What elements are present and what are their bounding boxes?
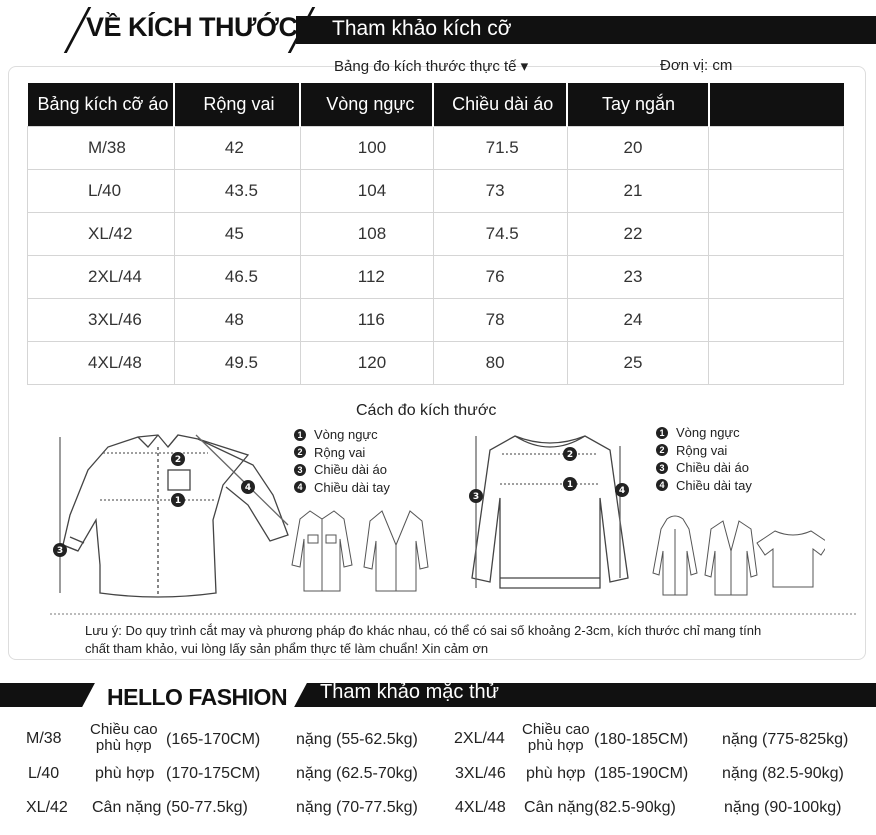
table-row [28,298,844,341]
note-text: Lưu ý: Do quy trình cắt may và phương pháp đo khác nhau, có thể có sai số khoảng 2-3cm, kích thước chỉ mang tính chất tham khảo, vui lòng lấy sản phẩm thực tế làm chuẩn! Xin cảm ơn [85,623,762,656]
legend-item: 4 Chiều dài tay [294,479,390,497]
table-row [28,212,844,255]
wear-size: 4XL/48 [455,799,506,816]
table-cell: 108 [300,212,433,255]
size-table-header [28,83,844,126]
header-cell [709,83,844,126]
header-cell: Vòng ngực [300,83,433,126]
wear-weight: nặng (90-100kg) [724,799,842,816]
table-cell: 23 [567,255,709,298]
header-cell: Bảng kích cỡ áo [28,83,175,126]
number-icon: 3 [294,464,306,476]
wear-size: XL/42 [26,799,68,816]
marker-4: 4 [618,486,626,496]
table-cell: 45 [174,212,300,255]
wear-label: Cân nặng [524,799,594,816]
table-cell: 43.5 [174,169,300,212]
table-cell: 104 [300,169,433,212]
top-banner [0,10,876,50]
table-cell: 3XL/46 [28,298,175,341]
legend-item: 2 Rộng vai [656,442,752,460]
wear-label: phù hợp [95,765,155,782]
measure-title: Cách đo kích thước [356,402,497,419]
number-icon: 3 [656,462,668,474]
marker-2: 2 [174,455,182,465]
number-icon: 2 [656,444,668,456]
divider [50,613,856,615]
table-cell: 22 [567,212,709,255]
sweater-measure-diagram [460,428,640,598]
table-cell: 25 [567,341,709,384]
table-cell: 71.5 [433,126,567,169]
shirt-measure-diagram [48,425,298,605]
legend-item: 1 Vòng ngực [294,426,390,444]
table-row [28,255,844,298]
wear-size: 3XL/46 [455,765,506,782]
wear-height: (170-175CM) [166,765,261,782]
wear-size: 2XL/44 [454,730,505,747]
page-subtitle: Tham khảo kích cỡ [332,17,512,40]
table-cell: 46.5 [174,255,300,298]
legend-item: 1 Vòng ngực [656,424,752,442]
jacket-sketches [290,505,430,597]
number-icon: 1 [656,427,668,439]
table-row [28,126,844,169]
wear-size: M/38 [26,730,62,747]
table-cell [709,212,844,255]
table-cell: 2XL/44 [28,255,175,298]
table-cell: 100 [300,126,433,169]
table-caption: Bảng đo kích thước thực tế ▾ [334,58,529,75]
measure-legend-left [294,426,390,496]
wear-label: Chiều cao phù hợp [90,721,158,754]
legend-item: 3 Chiều dài áo [294,461,390,479]
wear-height: (185-190CM) [594,765,689,782]
table-cell: 24 [567,298,709,341]
size-table [27,83,844,385]
garment-sketches [645,515,825,600]
page-title: VỀ KÍCH THƯỚC [86,12,298,42]
marker-2: 2 [566,450,574,460]
table-cell [709,169,844,212]
table-cell [709,341,844,384]
wear-height: (82.5-90kg) [594,799,676,816]
table-cell: 21 [567,169,709,212]
wear-height: (50-77.5kg) [166,799,248,816]
wear-label: Cân nặng [92,799,162,816]
table-cell [709,255,844,298]
brand-logo-text: HELLO FASHION [107,684,288,710]
unit-label: Đơn vị: cm [660,57,733,74]
wear-weight: nặng (55-62.5kg) [296,731,418,748]
header-cell: Tay ngắn [567,83,709,126]
table-cell: 4XL/48 [28,341,175,384]
table-row [28,169,844,212]
marker-1: 1 [174,496,182,506]
table-cell: 20 [567,126,709,169]
number-icon: 1 [294,429,306,441]
table-cell: 73 [433,169,567,212]
table-cell: M/38 [28,126,175,169]
wear-weight: nặng (70-77.5kg) [296,799,418,816]
table-cell: 48 [174,298,300,341]
wear-label: phù hợp [526,765,586,782]
table-cell: XL/42 [28,212,175,255]
legend-item: 3 Chiều dài áo [656,459,752,477]
table-cell [709,126,844,169]
table-cell: 78 [433,298,567,341]
legend-item: 2 Rộng vai [294,444,390,462]
table-row [28,341,844,384]
number-icon: 4 [294,481,306,493]
marker-3: 3 [56,546,64,556]
table-cell: 120 [300,341,433,384]
table-cell: 42 [174,126,300,169]
table-cell: 74.5 [433,212,567,255]
marker-4: 4 [244,483,252,493]
wear-weight: nặng (775-825kg) [722,731,849,748]
wear-weight: nặng (82.5-90kg) [722,765,844,782]
table-cell: L/40 [28,169,175,212]
legend-item: 4 Chiều dài tay [656,477,752,495]
wear-size: L/40 [28,765,60,782]
wear-height: (180-185CM) [594,731,689,748]
header-cell: Chiều dài áo [433,83,567,126]
number-icon: 2 [294,446,306,458]
table-cell [709,298,844,341]
measure-legend-right [656,424,752,494]
header-cell: Rộng vai [174,83,300,126]
table-cell: 49.5 [174,341,300,384]
marker-1: 1 [566,480,574,490]
wear-height: (165-170CM) [166,731,261,748]
table-cell: 116 [300,298,433,341]
marker-3: 3 [472,492,480,502]
number-icon: 4 [656,479,668,491]
wear-label: Chiều cao phù hợp [522,721,590,754]
wear-weight: nặng (62.5-70kg) [296,765,418,782]
table-cell: 112 [300,255,433,298]
table-cell: 80 [433,341,567,384]
footer-subtitle: Tham khảo mặc thử [320,681,500,703]
table-cell: 76 [433,255,567,298]
